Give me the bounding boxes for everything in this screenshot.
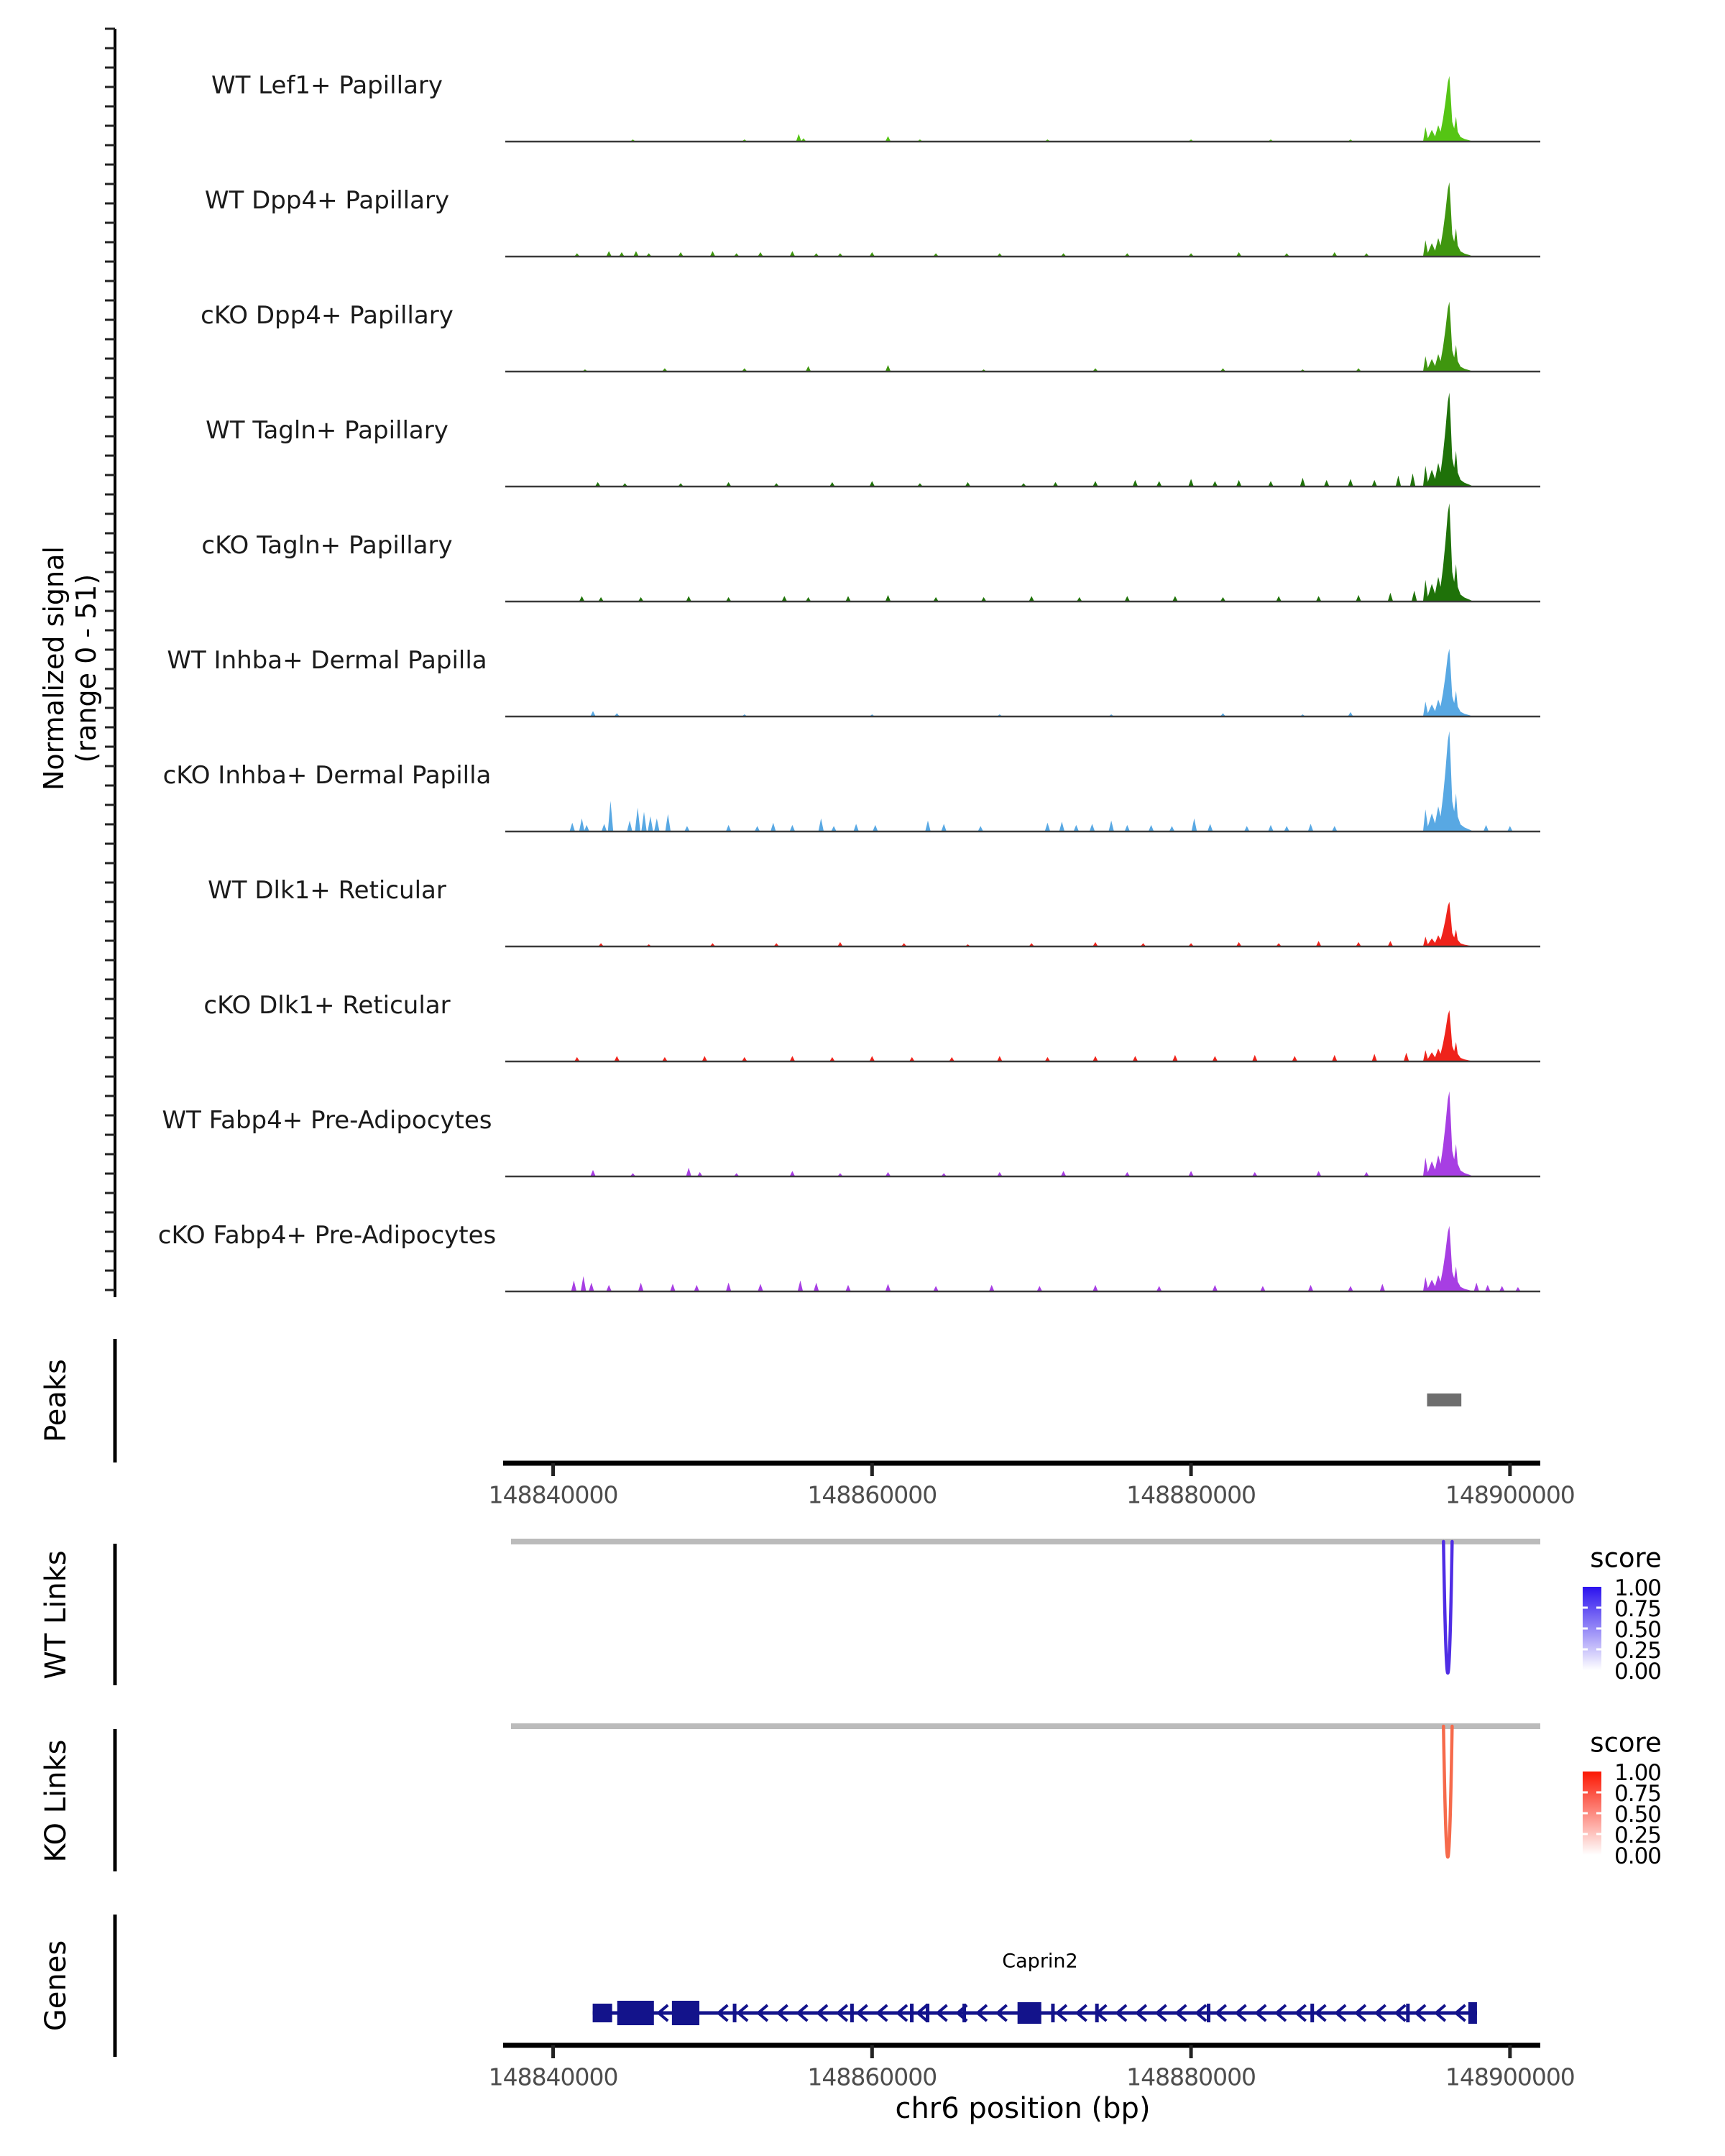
genome-axis-lower-tick-label-3: 148900000: [1445, 2063, 1575, 2091]
gene-small-exon-0: [733, 2004, 737, 2022]
coverage-y-axis-label-line2: (range 0 - 51): [70, 573, 102, 763]
ko-links-link-arc: [1443, 1726, 1452, 1857]
ko-links-panel-label: KO Links: [40, 1739, 73, 1863]
wt-score-legend-tick-label-3: 0.25: [1614, 1638, 1662, 1664]
genome-axis-lower-tick-label-1: 148860000: [807, 2063, 937, 2091]
ko-score-legend-tick-label-0: 1.00: [1614, 1760, 1662, 1786]
track-label-8: cKO Dlk1+ Reticular: [203, 991, 451, 1020]
ko-score-legend-title: score: [1590, 1727, 1662, 1759]
coverage-signal-8: [505, 1010, 1540, 1061]
ko-score-legend-tick-label-2: 0.50: [1614, 1802, 1662, 1828]
genes-panel-label: Genes: [40, 1940, 73, 2032]
genome-axis-upper-tick-label-1: 148860000: [807, 1480, 937, 1509]
genome-axis-upper-tick-label-3: 148900000: [1445, 1480, 1575, 1509]
gene-small-exon-7: [1207, 2004, 1210, 2022]
gene-small-exon-9: [1406, 2004, 1409, 2022]
track-label-2: cKO Dpp4+ Papillary: [201, 301, 454, 330]
x-axis-title: chr6 position (bp): [895, 2092, 1151, 2125]
wt-links-panel-label: WT Links: [40, 1550, 73, 1680]
coverage-y-axis-label-line1: Normalized signal: [38, 546, 70, 791]
wt-score-legend-tick-label-1: 0.75: [1614, 1596, 1662, 1622]
gene-small-exon-8: [1310, 2004, 1314, 2022]
track-label-0: WT Lef1+ Papillary: [211, 71, 443, 100]
gene-small-exon-3: [926, 2004, 929, 2022]
peaks-panel-label: Peaks: [40, 1359, 73, 1442]
gene-exon-4: [1468, 2002, 1477, 2024]
coverage-signal-5: [505, 649, 1540, 717]
coverage-signal-6: [505, 731, 1540, 831]
coverage-signal-10: [505, 1226, 1540, 1291]
coverage-signal-0: [505, 76, 1540, 142]
ko-score-legend-tick-label-1: 0.75: [1614, 1781, 1662, 1807]
coverage-signal-9: [505, 1091, 1540, 1176]
wt-score-legend-tick-label-4: 0.00: [1614, 1659, 1662, 1685]
coverage-signal-4: [505, 503, 1540, 602]
track-label-6: cKO Inhba+ Dermal Papilla: [162, 761, 492, 790]
ko-score-legend-tick-label-3: 0.25: [1614, 1823, 1662, 1848]
coverage-signal-7: [505, 902, 1540, 946]
wt-score-legend-tick-label-2: 0.50: [1614, 1617, 1662, 1643]
track-label-5: WT Inhba+ Dermal Papilla: [167, 646, 487, 675]
gene-exon-1: [617, 2001, 654, 2025]
wt-links-link-arc: [1443, 1542, 1452, 1673]
track-label-10: cKO Fabp4+ Pre-Adipocytes: [157, 1221, 497, 1250]
gene-small-exon-5: [1051, 2004, 1054, 2022]
coverage-signal-2: [505, 302, 1540, 372]
coverage-signal-3: [505, 392, 1540, 487]
gene-small-exon-2: [910, 2004, 914, 2022]
genome-axis-lower-tick-label-0: 148840000: [488, 2063, 618, 2091]
genome-axis-upper-tick-label-2: 148880000: [1126, 1480, 1256, 1509]
track-label-7: WT Dlk1+ Reticular: [208, 876, 446, 905]
gene-small-exon-6: [1095, 2004, 1099, 2022]
track-label-1: WT Dpp4+ Papillary: [204, 186, 450, 215]
track-label-4: cKO Tagln+ Papillary: [201, 531, 453, 560]
genome-axis-upper-tick-label-0: 148840000: [488, 1480, 618, 1509]
gene-exon-3: [1018, 2002, 1041, 2024]
coverage-signal-1: [505, 183, 1540, 257]
track-label-9: WT Fabp4+ Pre-Adipocytes: [162, 1106, 492, 1135]
gene-small-exon-4: [962, 2004, 966, 2022]
gene-exon-0: [593, 2004, 612, 2022]
wt-score-legend-tick-label-0: 1.00: [1614, 1575, 1662, 1601]
genome-axis-lower-tick-label-2: 148880000: [1126, 2063, 1256, 2091]
gene-exon-2: [672, 2001, 699, 2025]
track-label-3: WT Tagln+ Papillary: [206, 416, 448, 445]
gene-small-exon-1: [850, 2004, 854, 2022]
wt-score-legend-title: score: [1590, 1542, 1662, 1574]
peak-region-box-0: [1427, 1393, 1461, 1406]
ko-score-legend-tick-label-4: 0.00: [1614, 1843, 1662, 1869]
gene-name-label: Caprin2: [1002, 1950, 1078, 1973]
